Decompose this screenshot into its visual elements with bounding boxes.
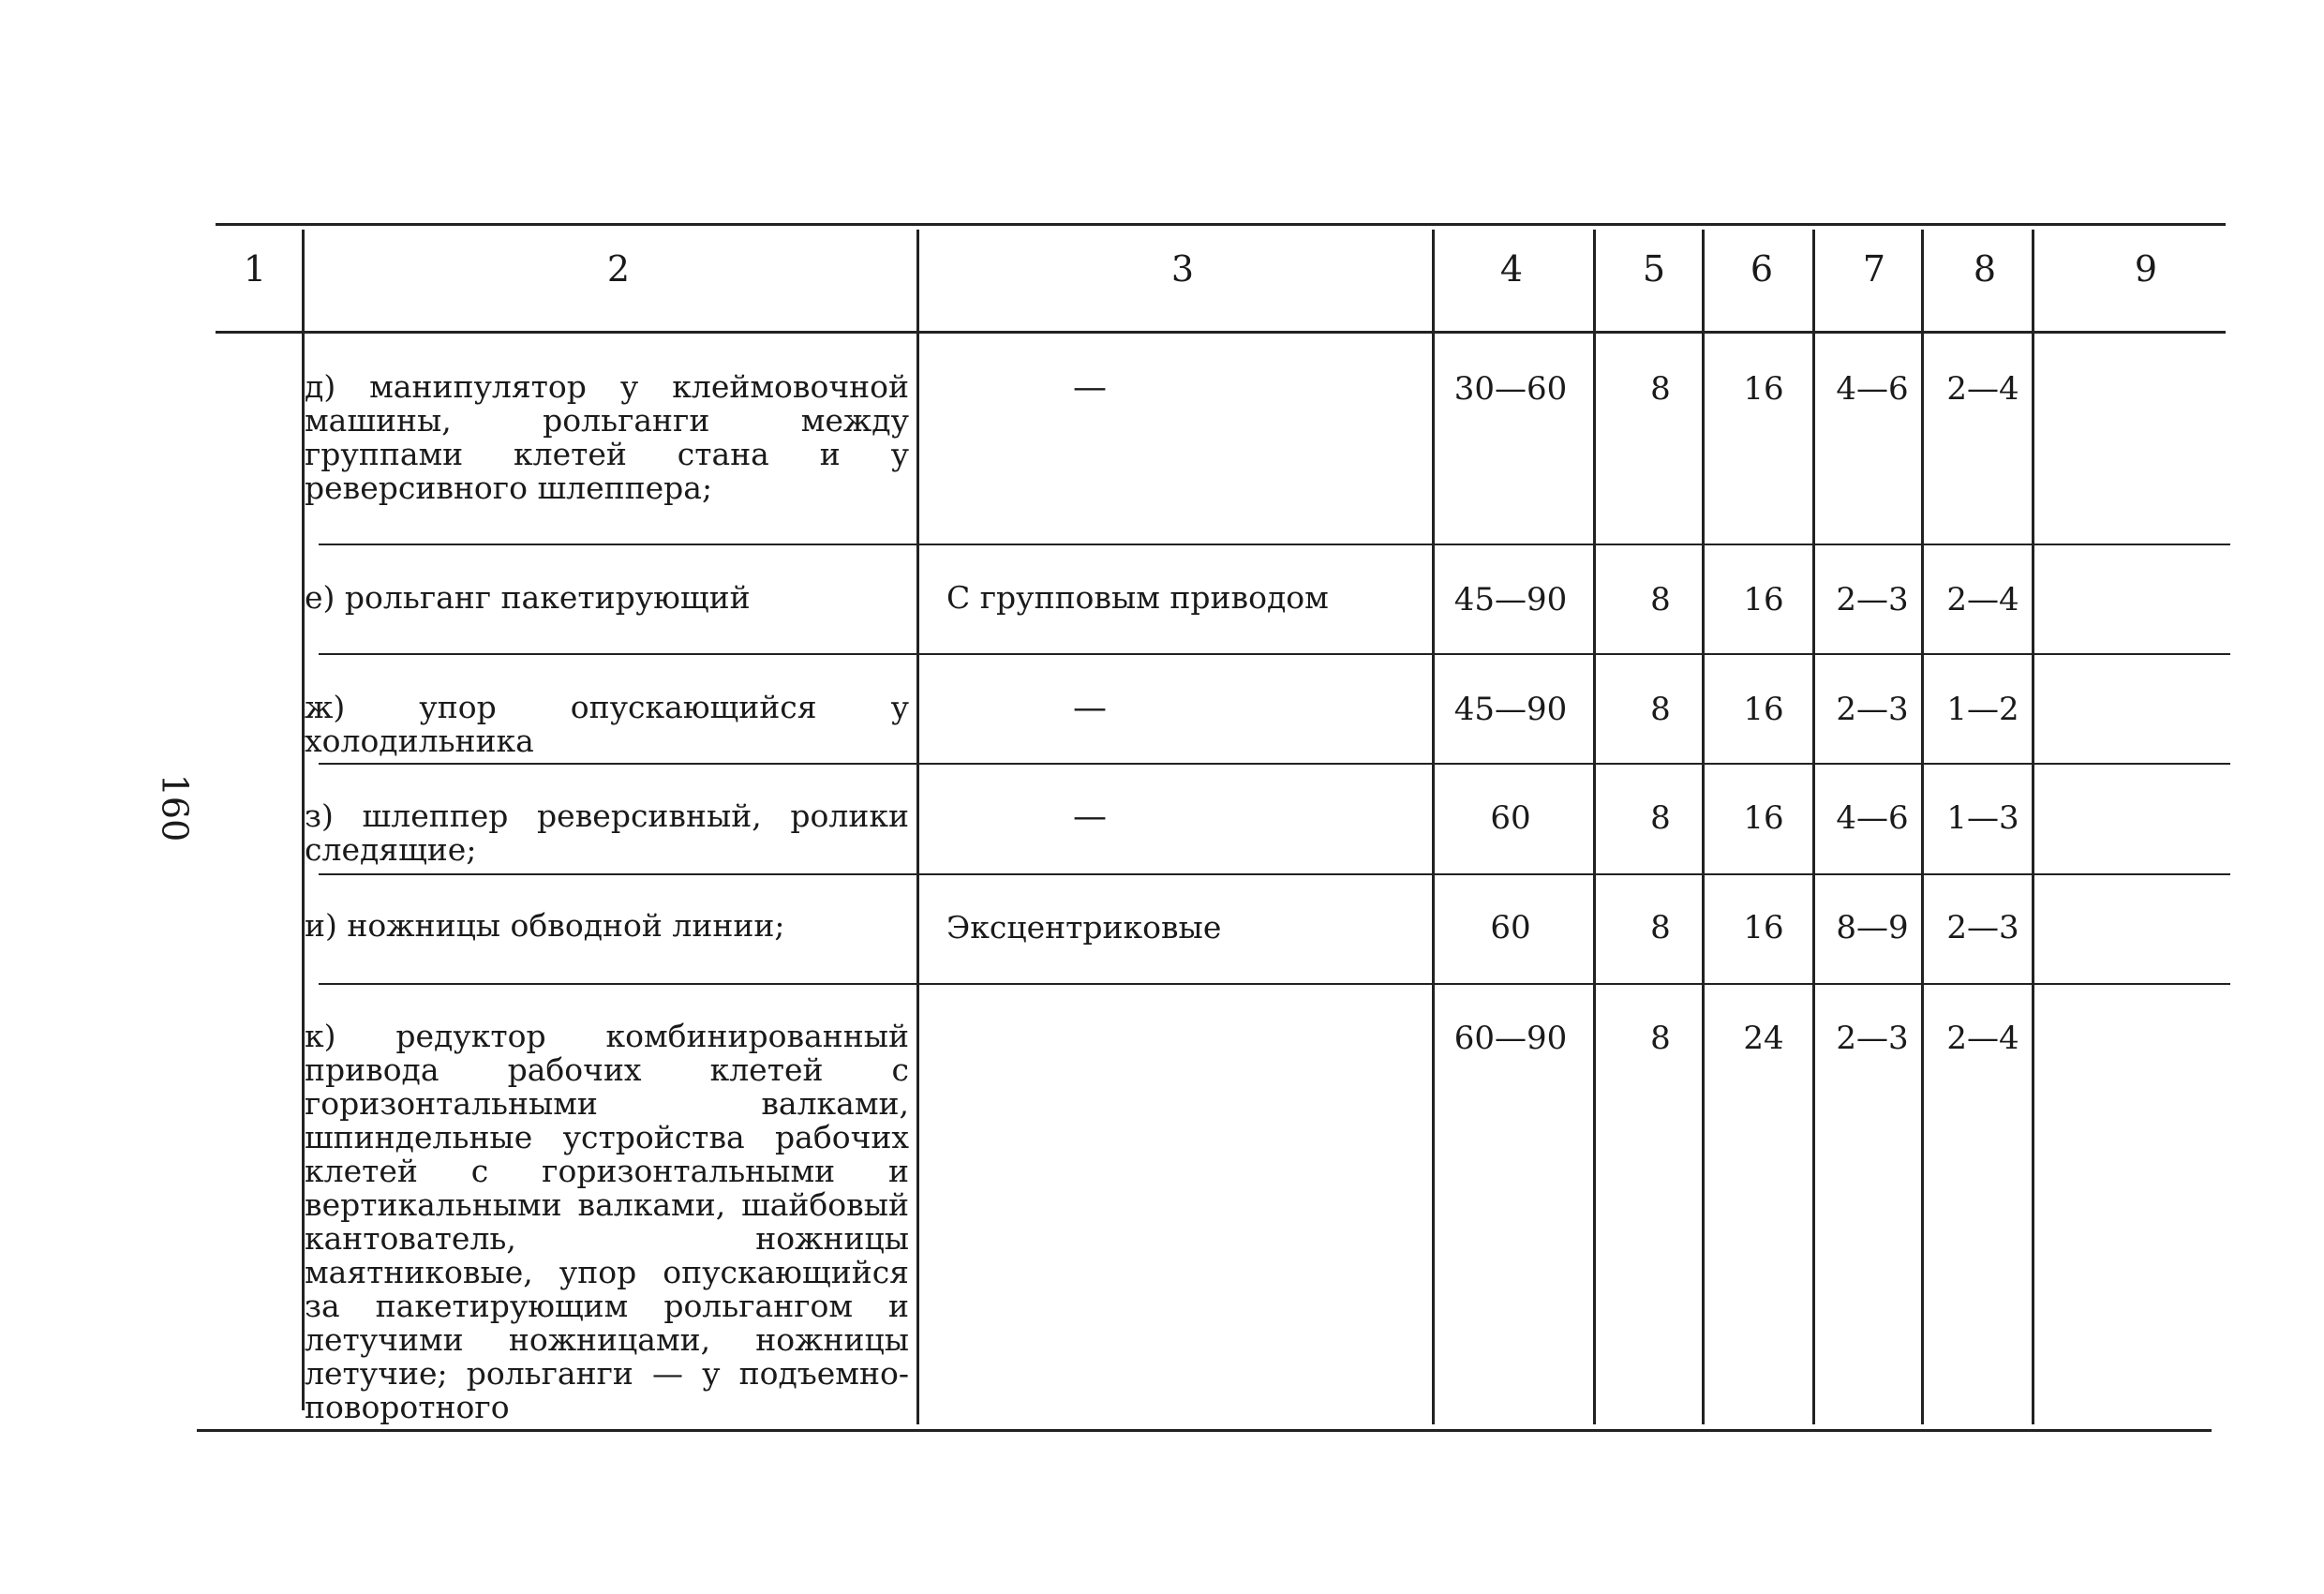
row-value-c8: 2—4 bbox=[1946, 1020, 2019, 1057]
col-divider-4 bbox=[1593, 230, 1596, 1424]
col-divider-3 bbox=[1432, 230, 1435, 1424]
row-description: ж) упор опускающийся у холодильника bbox=[305, 689, 909, 759]
row-value-c4: 30—60 bbox=[1453, 370, 1568, 408]
row-value-c5: 8 bbox=[1650, 799, 1671, 837]
header-col-4: 4 bbox=[1499, 248, 1524, 290]
row-value-c5: 8 bbox=[1650, 909, 1671, 946]
row-value-c8: 1—3 bbox=[1946, 799, 2019, 837]
row-rule-1 bbox=[319, 544, 2230, 545]
row-rule-5 bbox=[319, 983, 2230, 985]
row-value-c6: 16 bbox=[1743, 909, 1784, 946]
row-type: Эксцентриковые bbox=[946, 909, 1222, 946]
row-type: — bbox=[1073, 368, 1107, 407]
row-value-c6: 24 bbox=[1743, 1020, 1784, 1057]
header-col-2: 2 bbox=[606, 248, 631, 290]
table-top-rule bbox=[216, 223, 2226, 226]
row-value-c5: 8 bbox=[1650, 581, 1671, 618]
row-value-c7: 2—3 bbox=[1836, 1020, 1909, 1057]
row-value-c8: 2—3 bbox=[1946, 909, 2019, 946]
row-value-c5: 8 bbox=[1650, 1020, 1671, 1057]
header-col-3: 3 bbox=[1170, 248, 1195, 290]
col-divider-2 bbox=[916, 230, 919, 1424]
row-value-c6: 16 bbox=[1743, 581, 1784, 618]
row-type: С групповым приводом bbox=[946, 579, 1329, 616]
row-description: д) манипулятор у клеймовочной машины, рольганги между группами клетей стана и у реверсивного шлеппера; bbox=[305, 368, 909, 506]
row-value-c7: 4—6 bbox=[1836, 799, 1909, 837]
col-divider-8 bbox=[2032, 230, 2034, 1424]
row-value-c8: 2—4 bbox=[1946, 370, 2019, 408]
col-divider-6 bbox=[1812, 230, 1815, 1424]
row-value-c8: 1—2 bbox=[1946, 691, 2019, 728]
row-value-c4: 45—90 bbox=[1453, 691, 1568, 728]
row-value-c6: 16 bbox=[1743, 799, 1784, 837]
row-description: е) рольганг пакетирующий bbox=[305, 579, 751, 616]
row-rule-2 bbox=[319, 653, 2230, 655]
row-description: и) ножницы обводной линии; bbox=[305, 907, 785, 944]
row-value-c6: 16 bbox=[1743, 691, 1784, 728]
row-value-c4: 60—90 bbox=[1453, 1020, 1568, 1057]
row-value-c4: 60 bbox=[1490, 909, 1531, 946]
header-col-9: 9 bbox=[2134, 248, 2158, 290]
row-type: — bbox=[1073, 797, 1107, 836]
header-col-7: 7 bbox=[1862, 248, 1886, 290]
row-rule-3 bbox=[319, 763, 2230, 765]
header-col-5: 5 bbox=[1642, 248, 1666, 290]
header-col-6: 6 bbox=[1750, 248, 1774, 290]
row-value-c5: 8 bbox=[1650, 370, 1671, 408]
row-value-c5: 8 bbox=[1650, 691, 1671, 728]
col-divider-5 bbox=[1702, 230, 1705, 1424]
table-bottom-rule bbox=[197, 1429, 2212, 1432]
row-value-c7: 2—3 bbox=[1836, 691, 1909, 728]
header-bottom-rule bbox=[216, 331, 2226, 334]
row-type: — bbox=[1073, 689, 1107, 727]
header-col-1: 1 bbox=[243, 248, 267, 290]
row-value-c7: 8—9 bbox=[1836, 909, 1909, 946]
row-value-c4: 60 bbox=[1490, 799, 1531, 837]
row-description: к) редуктор комбинированный привода рабочих клетей с горизонтальными валками, шпиндельные устройства рабочих клетей с горизонтальными и вертикальными валками, шайбовый кантователь, ножницы маятниковые, упор опускающийся за пакетирующим рольгангом и летучими ножницами, ножницы летучие; рольганги — у подъемно-поворотного bbox=[305, 1018, 909, 1425]
header-col-8: 8 bbox=[1973, 248, 1997, 290]
row-value-c8: 2—4 bbox=[1946, 581, 2019, 618]
row-description: з) шлеппер реверсивный, ролики следящие; bbox=[305, 797, 909, 868]
page-number: 160 bbox=[154, 773, 196, 842]
row-rule-4 bbox=[319, 873, 2230, 875]
row-value-c7: 2—3 bbox=[1836, 581, 1909, 618]
col-divider-7 bbox=[1921, 230, 1924, 1424]
row-value-c7: 4—6 bbox=[1836, 370, 1909, 408]
row-value-c6: 16 bbox=[1743, 370, 1784, 408]
row-value-c4: 45—90 bbox=[1453, 581, 1568, 618]
